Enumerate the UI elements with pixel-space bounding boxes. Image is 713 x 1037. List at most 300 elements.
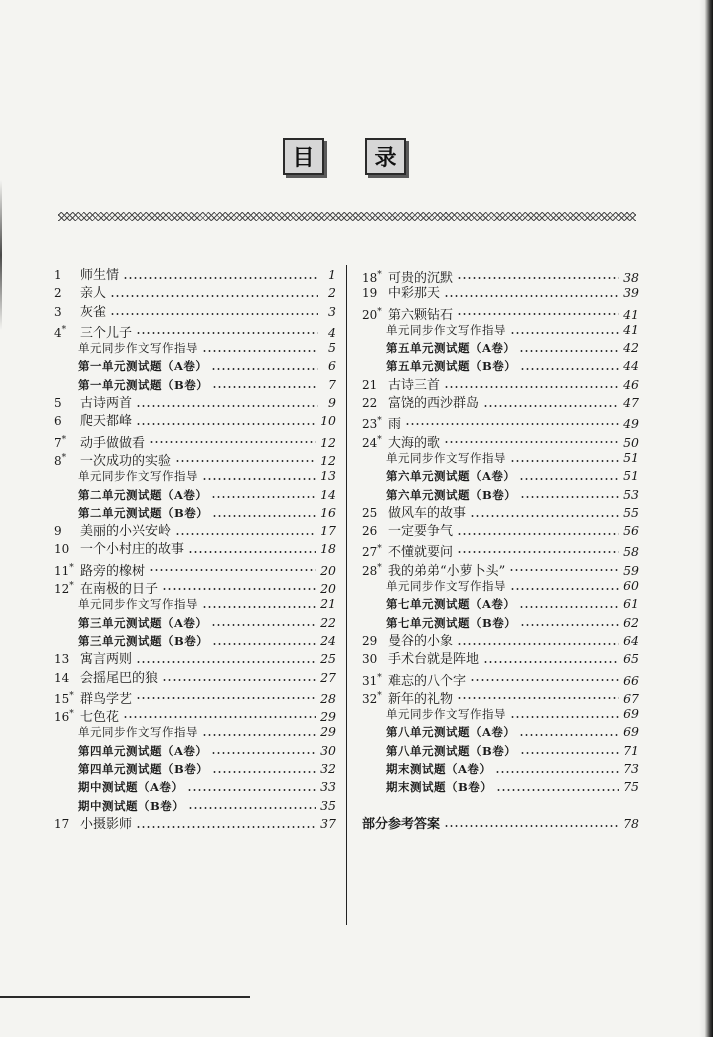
entry-number: 18* — [362, 270, 382, 285]
page-number: 35 — [320, 797, 336, 813]
entry-title: 第八单元测试题（A卷） — [386, 725, 516, 740]
leader-dots — [136, 661, 316, 663]
page-number: 3 — [328, 303, 336, 319]
toc-right-column — [362, 266, 639, 833]
page-number: 29 — [320, 709, 336, 725]
entry-number: 22 — [362, 396, 378, 411]
leader-dots — [202, 350, 318, 352]
page-number: 51 — [623, 468, 639, 484]
page-number: 9 — [328, 395, 336, 411]
page-number: 58 — [623, 544, 639, 560]
toc-subentry — [54, 760, 336, 778]
page-number: 38 — [623, 270, 639, 285]
star-marker: * — [61, 434, 67, 445]
leader-dots — [175, 533, 316, 535]
leader-dots — [470, 679, 619, 681]
toc-subentry — [362, 486, 639, 504]
toc-subentry — [362, 339, 639, 357]
toc-entry — [362, 394, 639, 412]
entry-title: 一个小村庄的故事 — [80, 542, 185, 558]
leader-dots — [162, 588, 316, 590]
page-edge-shadow — [699, 0, 713, 1037]
entry-number: 20* — [362, 306, 382, 322]
leader-dots — [509, 569, 619, 571]
page-number: 2 — [328, 285, 336, 301]
toc-subentry — [54, 595, 336, 613]
leader-dots — [123, 277, 318, 279]
entry-title: 一次成功的实验 — [80, 453, 172, 469]
page-number: 75 — [623, 779, 639, 795]
toc-subentry — [54, 504, 336, 522]
leader-dots — [457, 277, 619, 279]
page-number: 27 — [320, 669, 336, 685]
leader-dots — [483, 405, 619, 407]
toc-subentry — [54, 357, 336, 375]
star-marker: * — [69, 581, 74, 592]
entry-number: 25 — [362, 505, 378, 520]
entry-title: 第五单元测试题（B卷） — [386, 359, 517, 374]
toc-entry — [54, 284, 336, 302]
page-number: 39 — [623, 285, 639, 301]
heading-char-lu: 录 — [365, 138, 406, 175]
toc-entry — [362, 650, 639, 668]
star-marker: * — [69, 562, 74, 573]
leader-dots — [175, 460, 316, 462]
entry-number: 3 — [54, 304, 62, 319]
leader-dots — [212, 515, 316, 517]
star-marker: * — [69, 690, 74, 701]
toc-subentry — [362, 595, 639, 613]
entry-title: 难忘的八个字 — [388, 673, 467, 689]
entry-title: 第七单元测试题（B卷） — [386, 615, 517, 630]
page-number: 42 — [623, 340, 639, 356]
toc-entry — [362, 431, 639, 449]
leader-dots — [483, 661, 619, 663]
entry-title: 爬天都峰 — [80, 414, 133, 430]
page-number: 18 — [320, 541, 336, 557]
leader-dots — [457, 643, 619, 645]
entry-title: 曼谷的小象 — [388, 633, 454, 649]
page-number: 61 — [623, 596, 639, 612]
toc-entry — [54, 522, 336, 540]
entry-number: 5 — [54, 396, 62, 411]
leader-dots — [123, 716, 316, 718]
toc-subentry — [54, 614, 336, 632]
page-number: 41 — [623, 306, 639, 322]
entry-number: 21 — [362, 377, 378, 392]
toc-entry — [54, 394, 336, 412]
entry-number: 11* — [54, 562, 74, 578]
leader-dots — [110, 313, 318, 315]
page-number: 53 — [623, 486, 639, 502]
star-marker: * — [377, 416, 382, 427]
entry-title: 第六单元测试题（A卷） — [386, 469, 516, 484]
entry-title: 单元同步作文写作指导 — [386, 450, 506, 465]
leader-dots — [405, 423, 619, 425]
toc-entry — [362, 632, 639, 650]
entry-title: 单元同步作文写作指导 — [386, 579, 506, 594]
entry-title: 可贵的沉默 — [388, 271, 454, 286]
toc-entry — [54, 650, 336, 668]
heading-char-mu: 目 — [283, 138, 324, 175]
toc-entry — [54, 577, 336, 598]
entry-title: 三个儿子 — [80, 325, 133, 341]
entry-number: 7* — [54, 434, 67, 450]
entry-title: 单元同步作文写作指导 — [78, 597, 198, 612]
star-marker: * — [377, 690, 382, 701]
page-number: 44 — [623, 358, 639, 374]
page-number: 62 — [623, 614, 639, 630]
page-number: 24 — [320, 632, 336, 648]
toc-subentry — [362, 705, 639, 723]
entry-number: 27* — [362, 544, 382, 560]
leader-dots — [457, 313, 619, 315]
page-number: 4 — [328, 324, 336, 340]
leader-dots — [136, 826, 316, 828]
entry-title: 第一单元测试题（A卷） — [78, 359, 208, 374]
page-number: 32 — [320, 761, 336, 777]
page-number: 21 — [320, 596, 336, 612]
leader-dots — [211, 624, 316, 626]
leader-dots — [510, 716, 619, 718]
entry-title: 不懂就要问 — [388, 545, 454, 561]
page-number: 20 — [320, 562, 336, 578]
leader-dots — [211, 368, 318, 370]
star-marker: * — [61, 324, 67, 335]
page-number: 60 — [623, 578, 639, 594]
entry-title: 单元同步作文写作指导 — [78, 725, 198, 740]
entry-title: 单元同步作文写作指导 — [78, 469, 198, 484]
page-number: 50 — [623, 434, 639, 450]
page-number: 13 — [320, 468, 336, 484]
leader-dots — [520, 752, 619, 754]
toc-entry — [362, 687, 639, 705]
leader-dots — [444, 386, 619, 388]
entry-title: 大海的歌 — [388, 435, 441, 451]
footer-rule — [0, 996, 250, 998]
entry-number: 24* — [362, 434, 382, 450]
entry-number: 28* — [362, 562, 382, 578]
toc-entry — [362, 412, 639, 433]
leader-dots — [202, 734, 316, 736]
leader-dots — [457, 533, 619, 535]
entry-title: 第七单元测试题（A卷） — [386, 597, 516, 612]
leader-dots — [212, 643, 316, 645]
toc-subentry — [362, 778, 639, 796]
page-number: 73 — [623, 761, 639, 777]
toc-entry — [54, 431, 336, 449]
entry-title: 小摄影师 — [80, 816, 133, 832]
page-edge-mark — [0, 180, 2, 330]
entry-number: 12* — [54, 581, 74, 597]
page-number: 78 — [623, 815, 639, 831]
page-number: 6 — [328, 358, 336, 374]
entry-number: 16* — [54, 709, 74, 725]
entry-title: 路旁的橡树 — [80, 563, 146, 579]
page-number: 46 — [623, 376, 639, 392]
leader-dots — [202, 478, 316, 480]
page-number: 30 — [320, 742, 336, 758]
star-marker: * — [377, 544, 382, 555]
toc-subentry — [362, 760, 639, 778]
toc-entry — [362, 284, 639, 302]
leader-dots — [444, 825, 619, 827]
leader-dots — [496, 789, 619, 791]
page-number: 47 — [623, 395, 639, 411]
entry-title: 寓言两则 — [80, 652, 133, 668]
leader-dots — [470, 515, 619, 517]
entry-number: 31* — [362, 672, 382, 688]
page-number: 69 — [623, 724, 639, 740]
toc-subentry — [54, 723, 336, 741]
entry-title: 古诗三首 — [388, 377, 441, 393]
page-number: 66 — [623, 672, 639, 688]
entry-title: 做风车的故事 — [388, 505, 467, 521]
leader-dots — [188, 807, 316, 809]
page-number: 41 — [623, 321, 639, 337]
ornamental-divider — [58, 212, 636, 221]
entry-title: 期中测试题（A卷） — [78, 780, 184, 795]
toc-subentry — [54, 797, 336, 815]
page-number: 10 — [320, 413, 336, 429]
entry-title: 亲人 — [80, 286, 107, 302]
page-number: 28 — [320, 690, 336, 706]
page-number: 67 — [623, 690, 639, 706]
entry-number: 30 — [362, 652, 378, 667]
toc-entry — [54, 449, 336, 467]
leader-dots — [520, 496, 619, 498]
leader-dots — [136, 697, 316, 699]
page-number: 49 — [623, 416, 639, 432]
leader-dots — [519, 606, 619, 608]
page-number: 59 — [623, 562, 639, 578]
star-marker: * — [377, 270, 382, 280]
entry-number: 9 — [54, 524, 62, 539]
entry-title: 第六颗钻石 — [388, 307, 454, 323]
entry-title: 第四单元测试题（B卷） — [78, 762, 209, 777]
leader-dots — [149, 569, 316, 571]
column-divider — [346, 265, 347, 925]
toc-subentry — [54, 778, 336, 796]
star-marker: * — [69, 709, 74, 720]
entry-title: 第二单元测试题（A卷） — [78, 487, 208, 502]
entry-number: 2 — [54, 286, 62, 301]
toc-entry — [362, 303, 639, 321]
entry-title: 新年的礼物 — [388, 691, 454, 707]
toc-subentry — [362, 723, 639, 741]
toc-entry — [54, 321, 336, 339]
toc-entry — [362, 376, 639, 394]
leader-dots — [149, 441, 316, 443]
page-number: 55 — [623, 504, 639, 520]
entry-number: 23* — [362, 416, 382, 432]
toc-left-column — [54, 266, 336, 833]
leader-dots — [136, 405, 318, 407]
page-number: 69 — [623, 706, 639, 722]
answers-title: 部分参考答案 — [362, 816, 441, 832]
entry-number: 17 — [54, 816, 70, 831]
page-number: 64 — [623, 632, 639, 648]
page-number: 5 — [328, 340, 336, 356]
toc-entry — [54, 705, 336, 726]
entry-number: 15* — [54, 690, 74, 706]
leader-dots — [211, 496, 316, 498]
entry-number: 19 — [362, 286, 378, 301]
leader-dots — [457, 697, 619, 699]
entry-title: 第三单元测试题（B卷） — [78, 633, 209, 648]
toc-subentry — [54, 467, 336, 485]
page-number: 16 — [320, 504, 336, 520]
toc-entry — [362, 669, 639, 687]
toc-entry — [54, 412, 336, 430]
entry-title: 期中测试题（B卷） — [78, 798, 185, 813]
toc-subentry — [54, 486, 336, 504]
toc-entry — [362, 522, 639, 540]
leader-dots — [202, 606, 316, 608]
page-number: 65 — [623, 651, 639, 667]
leader-dots — [212, 771, 316, 773]
toc-subentry — [362, 357, 639, 375]
toc-subentry — [362, 614, 639, 632]
leader-dots — [444, 441, 619, 443]
page-number: 33 — [320, 779, 336, 795]
toc-answers-entry — [362, 815, 639, 833]
entry-number: 10 — [54, 542, 70, 557]
toc-entry — [54, 669, 336, 687]
leader-dots — [510, 588, 619, 590]
page-number: 12 — [320, 434, 336, 450]
leader-dots — [519, 734, 619, 736]
toc-entry — [362, 559, 639, 577]
entry-title: 灰雀 — [80, 304, 107, 320]
toc-subentry — [54, 376, 336, 394]
star-marker: * — [377, 434, 382, 445]
leader-dots — [457, 551, 619, 553]
entry-number: 26 — [362, 524, 378, 539]
leader-dots — [188, 551, 316, 553]
page-number: 1 — [328, 267, 336, 282]
leader-dots — [519, 350, 619, 352]
entry-title: 期末测试题（B卷） — [386, 780, 493, 795]
entry-title: 在南极的日子 — [80, 582, 159, 598]
entry-title: 第二单元测试题（B卷） — [78, 505, 209, 520]
entry-title: 第六单元测试题（B卷） — [386, 487, 517, 502]
leader-dots — [211, 752, 316, 754]
leader-dots — [520, 624, 619, 626]
toc-entry — [54, 559, 336, 577]
entry-title: 第五单元测试题（A卷） — [386, 341, 516, 356]
entry-title: 单元同步作文写作指导 — [386, 322, 506, 337]
entry-number: 14 — [54, 670, 70, 685]
leader-dots — [520, 368, 619, 370]
page-number: 29 — [320, 724, 336, 740]
toc-subentry — [54, 742, 336, 760]
leader-dots — [495, 771, 619, 773]
entry-number: 1 — [54, 268, 62, 282]
toc-subentry — [362, 321, 639, 339]
page-number: 51 — [623, 449, 639, 465]
entry-title: 美丽的小兴安岭 — [80, 524, 172, 540]
entry-title: 第四单元测试题（A卷） — [78, 743, 208, 758]
entry-title: 师生情 — [80, 268, 120, 283]
page-number: 22 — [320, 614, 336, 630]
toc-entry — [362, 266, 639, 284]
leader-dots — [187, 789, 316, 791]
entry-title: 我的弟弟“小萝卜头” — [388, 563, 506, 579]
star-marker: * — [61, 452, 67, 463]
page-number: 17 — [320, 523, 336, 539]
toc-subentry — [362, 467, 639, 485]
toc-subentry — [54, 339, 336, 357]
page-number: 56 — [623, 523, 639, 539]
entry-number: 29 — [362, 633, 378, 648]
leader-dots — [212, 386, 318, 388]
leader-dots — [444, 295, 619, 297]
page-number: 37 — [320, 815, 336, 831]
entry-title: 第三单元测试题（A卷） — [78, 615, 208, 630]
page-number: 14 — [320, 486, 336, 502]
entry-title: 古诗两首 — [80, 396, 133, 412]
entry-number: 13 — [54, 652, 70, 667]
leader-dots — [510, 332, 619, 334]
entry-number: 32* — [362, 690, 382, 706]
entry-number: 6 — [54, 414, 62, 429]
toc-entry — [362, 540, 639, 561]
toc-subentry — [362, 449, 639, 467]
entry-title: 会摇尾巴的狼 — [80, 670, 159, 686]
toc-subentry — [362, 577, 639, 595]
star-marker: * — [377, 306, 382, 317]
star-marker: * — [377, 562, 382, 573]
toc-entry — [54, 687, 336, 705]
entry-title: 群鸟学艺 — [80, 691, 133, 707]
star-marker: * — [377, 672, 382, 683]
entry-title: 第八单元测试题（B卷） — [386, 743, 517, 758]
leader-dots — [510, 460, 619, 462]
toc-entry — [54, 303, 336, 321]
page-number: 12 — [320, 452, 336, 468]
entry-title: 单元同步作文写作指导 — [78, 341, 198, 356]
toc-subentry — [54, 632, 336, 650]
entry-title: 手术台就是阵地 — [388, 652, 480, 668]
page-number: 7 — [328, 376, 336, 392]
entry-title: 动手做做看 — [80, 435, 146, 451]
leader-dots — [162, 679, 316, 681]
entry-title: 富饶的西沙群岛 — [388, 396, 480, 412]
leader-dots — [136, 423, 316, 425]
leader-dots — [519, 478, 619, 480]
toc-entry — [54, 266, 336, 284]
entry-number: 8* — [54, 452, 67, 468]
leader-dots — [110, 295, 318, 297]
leader-dots — [136, 332, 318, 334]
toc-entry — [54, 540, 336, 558]
page-number: 71 — [623, 742, 639, 758]
page-number: 20 — [320, 581, 336, 597]
entry-title: 一定要争气 — [388, 524, 454, 540]
entry-title: 七色花 — [80, 710, 120, 726]
entry-number: 4* — [54, 324, 67, 340]
page-number: 25 — [320, 651, 336, 667]
entry-title: 第一单元测试题（B卷） — [78, 377, 209, 392]
toc-entry — [362, 504, 639, 522]
entry-title: 雨 — [388, 417, 402, 433]
entry-title: 中彩那天 — [388, 286, 441, 302]
entry-title: 期末测试题（A卷） — [386, 762, 492, 777]
entry-title: 单元同步作文写作指导 — [386, 707, 506, 722]
toc-entry — [54, 815, 336, 833]
toc-subentry — [362, 742, 639, 760]
